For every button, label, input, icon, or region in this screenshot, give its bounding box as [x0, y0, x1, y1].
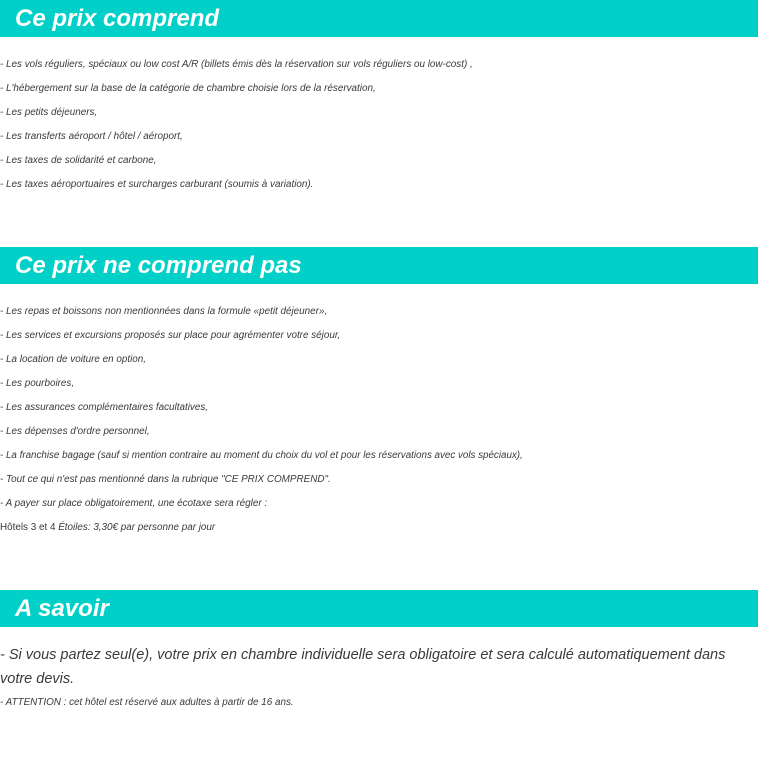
ecotax-rest: Étoiles: 3,30€ par personne par jour: [58, 522, 216, 533]
excluded-list: [0, 300, 758, 540]
list-item: - Les petits déjeuners,: [0, 107, 98, 118]
list-item: - Les transferts aéroport / hôtel / aéroport,: [0, 131, 183, 142]
list-item: - ATTENTION : cet hôtel est réservé aux adultes à partir de 16 ans.: [0, 697, 294, 708]
list-item: - Tout ce qui n'est pas mentionné dans la rubrique "CE PRIX COMPREND".: [0, 474, 331, 485]
list-item: - Les taxes aéroportuaires et surcharges carburant (soumis à variation).: [0, 179, 314, 190]
section-title: Ce prix ne comprend pas: [15, 252, 302, 279]
section-header-banner: [0, 590, 758, 627]
list-item: - Les repas et boissons non mentionnées dans la formule «petit déjeuner»,: [0, 306, 328, 317]
info-list: [0, 643, 758, 715]
section-ce-prix-ne-comprend-pas: [0, 247, 758, 540]
list-item: - Si vous partez seul(e), votre prix en chambre individuelle sera obligatoire et sera calculé automatiquement dans votre devis.: [0, 647, 726, 687]
section-ce-prix-comprend: [0, 0, 758, 197]
list-item: - Les services et excursions proposés sur place pour agrémenter votre séjour,: [0, 330, 341, 341]
list-item: - Les assurances complémentaires facultatives,: [0, 402, 209, 413]
section-title: A savoir: [15, 595, 109, 622]
list-item: - L'hébergement sur la base de la catégorie de chambre choisie lors de la réservation,: [0, 83, 376, 94]
list-item: - La location de voiture en option,: [0, 354, 147, 365]
list-item: - Les vols réguliers, spéciaux ou low cost A/R (billets émis dès la réservation sur vols réguliers ou low-cost) ,: [0, 59, 473, 70]
ecotax-rate: [0, 516, 758, 540]
list-item: - Les taxes de solidarité et carbone,: [0, 155, 157, 166]
section-header-banner: [0, 0, 758, 37]
ecotax-prefix: Hôtels 3 et 4: [0, 522, 59, 533]
list-item: - Les pourboires,: [0, 378, 75, 389]
included-list: [0, 53, 758, 197]
list-item: - A payer sur place obligatoirement, une écotaxe sera régler :: [0, 498, 268, 509]
section-a-savoir: [0, 590, 758, 715]
list-item: - Les dépenses d'ordre personnel,: [0, 426, 150, 437]
section-title: Ce prix comprend: [15, 5, 220, 32]
section-header-banner: [0, 247, 758, 284]
list-item: - La franchise bagage (sauf si mention contraire au moment du choix du vol et pour les réservations avec vols spéciaux),: [0, 450, 523, 461]
